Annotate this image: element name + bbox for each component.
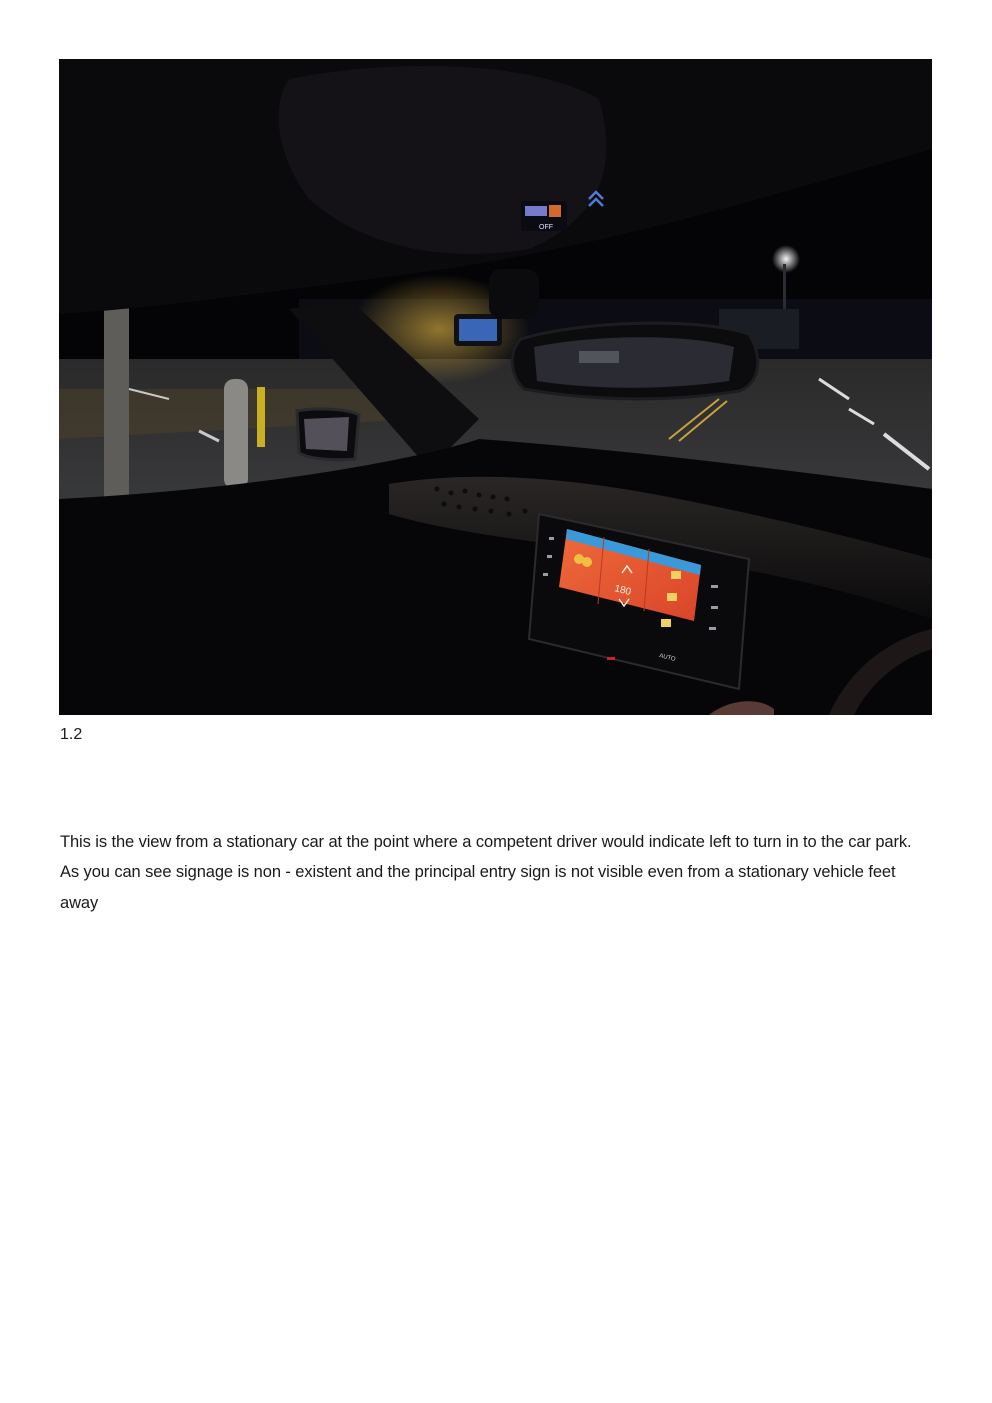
figure-caption: 1.2	[60, 726, 83, 743]
photo-illustration	[59, 59, 932, 715]
body-paragraph: This is the view from a stationary car at the point where a competent driver would indicate left to turn in to the car park. As you can see signage is non - existent and the principal entry sign is not visible even from a stationary vehicle feet away	[60, 832, 912, 912]
night-dashboard-photo	[59, 59, 932, 715]
screen-temp-value: 180	[613, 583, 633, 598]
console-off-label: OFF	[539, 224, 553, 231]
screen-auto-label: AUTO	[658, 653, 677, 663]
